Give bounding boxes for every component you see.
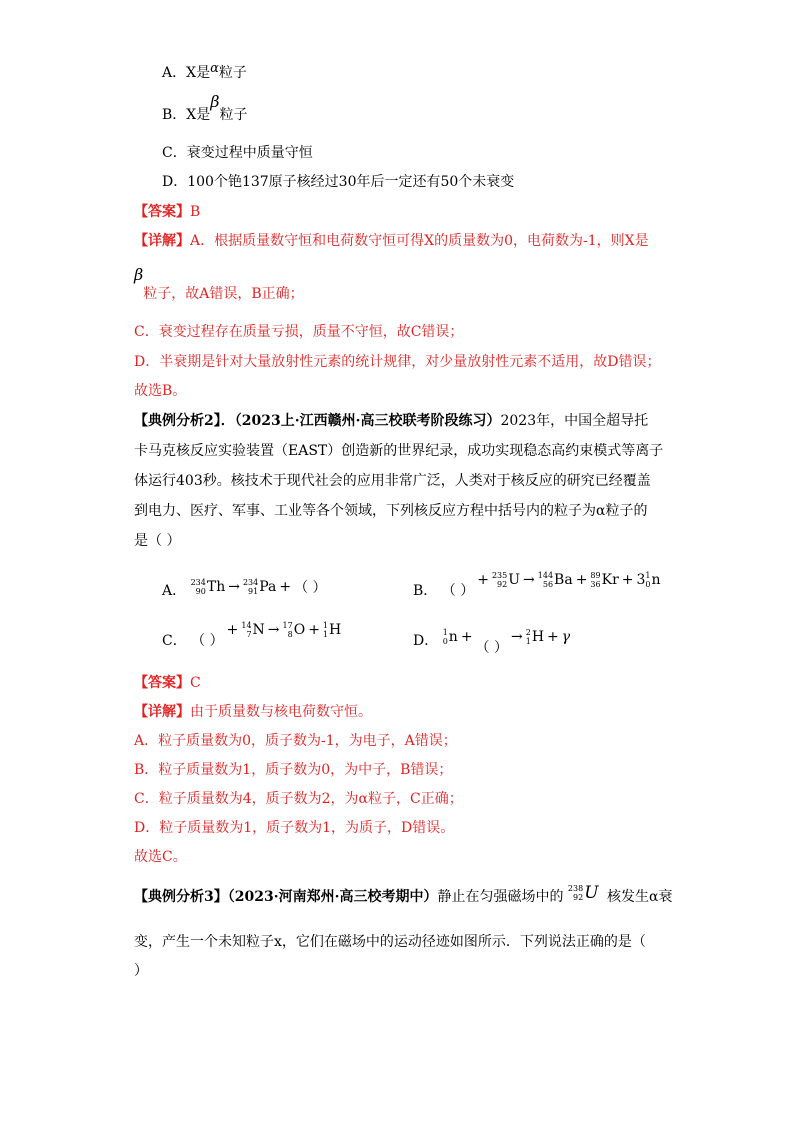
q2-conclusion: 故选C。 [134, 849, 187, 865]
q2-detail-a: A．粒子质量数为0，质子数为-1，为电子，A错误； [134, 733, 457, 749]
detail-label: 【详解】 [134, 704, 190, 720]
q1-detail-a2 [134, 265, 304, 302]
q1-detail-c: C．衰变过程存在质量亏损，质量不守恒，故C错误； [134, 324, 464, 340]
detail-a2-text: 粒子，故A错误，B正确； [143, 286, 304, 302]
q1-option-a-text: A．X是 [162, 65, 211, 81]
uranium-nuclide [568, 884, 599, 902]
alpha-symbol: α [210, 61, 219, 76]
option-a-equation: 234 90 Th → 234 91 Pa + （ ） [190, 578, 327, 596]
q2-detail-c: C．粒子质量数为4，质子数为2，为α粒子，C正确； [134, 791, 463, 807]
q2-stem-line-5: 是（ ） [134, 533, 181, 549]
q2-stem-line-1 [134, 414, 648, 428]
q1-option-a [162, 61, 247, 81]
beta-symbol: β [210, 92, 220, 111]
q2-detail-b: B．粒子质量数为1，质子数为0，为中子，B错误； [134, 762, 453, 778]
q3-source: （2023·河南郑州·高三校考期中） [227, 889, 438, 905]
option-c-equation: （ ） + 14 7 N → 17 8 O + 1 1 H [191, 621, 342, 649]
blank-paren: （ ） [294, 580, 327, 596]
detail-a-text: A．根据质量数守恒和电荷数守恒可得X的质量数为0，电荷数为-1，则X是 [190, 233, 649, 249]
q2-detail-d: D．粒子质量数为1，质子数为1，为质子，D错误。 [134, 820, 455, 836]
answer-value: B [190, 204, 201, 220]
q2-option-b [413, 571, 661, 599]
q2-stem-text-1: 2023年，中国全超导托 [500, 413, 649, 429]
q1-option-b [162, 92, 248, 123]
q3-stem-text-1b: 核发生α衰 [606, 889, 673, 905]
q2-option-a [162, 576, 327, 603]
option-d-label: D． [413, 633, 439, 649]
blank-paren: （ ） [441, 583, 475, 599]
u-symbol: U [584, 882, 599, 903]
answer-label: 【答案】 [134, 204, 190, 220]
q1-detail-a [134, 234, 649, 248]
q1-option-b-tail: 粒子 [219, 107, 248, 123]
q1-option-c: C．衰变过程中质量守恒 [162, 145, 313, 161]
blank-paren: （ ） [191, 633, 224, 649]
q2-stem-line-4: 到电力、医疗、军事、工业等各个领域，下列核反应方程中括号内的粒子为α粒子的 [134, 503, 648, 519]
q2-option-c [162, 621, 342, 649]
q2-option-d [413, 622, 571, 656]
option-d-equation: 1 0 n + （ ） → 2 1 H + γ [442, 628, 571, 656]
q1-answer [134, 205, 200, 219]
option-b-label: B． [413, 583, 438, 599]
q3-stem-text-1a: 静止在匀强磁场中的 [437, 889, 564, 905]
option-c-label: C． [162, 633, 187, 649]
q2-stem-line-2: 卡马克核反应实验装置（EAST）创造新的世界纪录，成功实现稳态高约束模式等离子 [134, 443, 664, 459]
u-mass-number: 238 [567, 884, 584, 893]
q3-stem-line-1 [134, 882, 673, 912]
q2-source: ．（2023上·江西赣州·高三校联考阶段练习） [220, 413, 501, 429]
q2-heading: 【典例分析2】 [134, 413, 221, 429]
option-b-equation: （ ） + 235 92 U → 144 56 Ba + 89 36 Kr + 3 1 0 n [441, 571, 661, 599]
q1-detail-d: D．半衰期是针对大量放射性元素的统计规律，对少量放射性元素不适用，故D错误； [134, 354, 661, 370]
q1-conclusion: 故选B。 [134, 383, 187, 399]
q3-heading: 【典例分析3】 [134, 889, 228, 905]
blank-paren: （ ） [475, 640, 508, 656]
q1-option-d: D．100个铯137原子核经过30年后一定还有50个未衰变 [162, 174, 515, 190]
q1-option-a-tail: 粒子 [218, 65, 247, 81]
beta-symbol: β [134, 265, 144, 284]
q2-detail-intro [134, 705, 372, 719]
q2-stem-line-3: 体运行403秒。核技术于现代社会的应用非常广泛，人类对于核反应的研究已经覆盖 [134, 473, 651, 489]
q3-stem-line-3: ） [134, 963, 148, 979]
detail-label: 【详解】 [134, 233, 190, 249]
answer-value: C [190, 675, 201, 691]
q1-option-b-text: B．X是 [162, 107, 211, 123]
q2-answer [134, 676, 201, 690]
answer-label: 【答案】 [134, 675, 190, 691]
u-charge-number: 92 [573, 893, 584, 902]
q3-stem-line-2: 变，产生一个未知粒子x，它们在磁场中的运动径迹如图所示．下列说法正确的是（ [134, 934, 646, 950]
detail-intro-text: 由于质量数与核电荷数守恒。 [190, 704, 372, 720]
option-a-label: A． [162, 583, 187, 599]
